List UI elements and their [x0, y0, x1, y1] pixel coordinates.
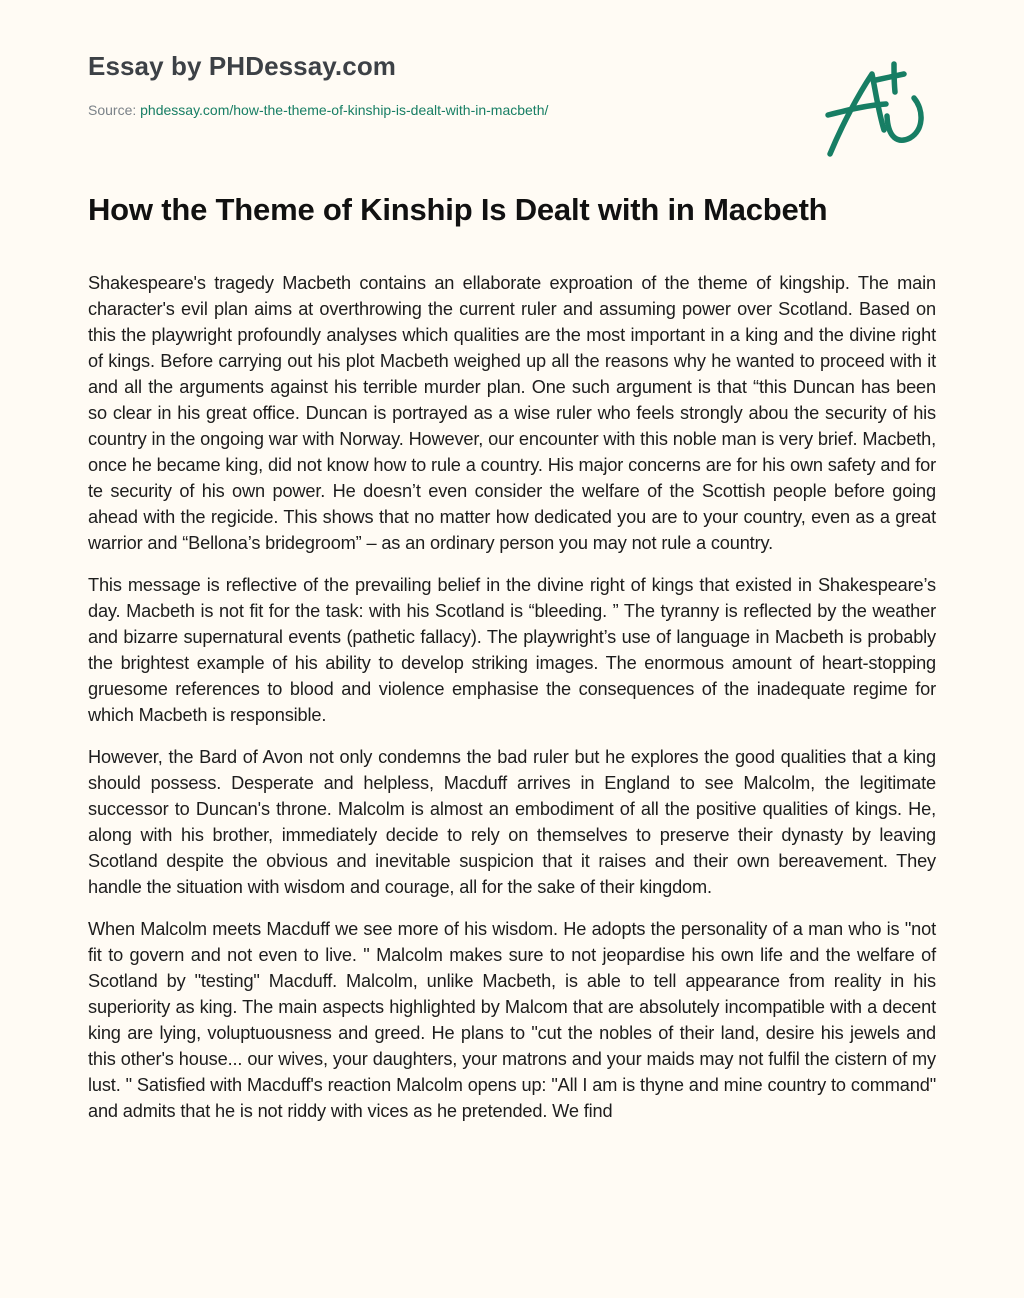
source-label: Source: [88, 102, 141, 118]
essay-title: How the Theme of Kinship Is Dealt with in Macbeth [88, 192, 828, 227]
site-brand: Essay by PHDessay.com [88, 51, 397, 81]
a-plus-grade-icon [820, 60, 930, 164]
site-header [88, 48, 549, 118]
essay-body [88, 270, 936, 1124]
content-fade-overlay [0, 1246, 1024, 1298]
essay-paragraph: However, the Bard of Avon not only condemns the bad ruler but he explores the good qualities that a king should possess. Desperate and helpless, Macduff arrives in England to see Malcolm, the legitimate successor to Duncan's throne. Malcolm is almost an embodiment of all the positive qualities of kings. He, along with his brother, immediately decide to rely on themselves to preserve their dynasty by leaving Scotland despite the obvious and inevitable suspicion that it raises and their own bereavement. They handle the situation with wisdom and courage, all for the sake of their kingdom. [88, 747, 936, 897]
essay-paragraph: This message is reflective of the prevailing belief in the divine right of kings that existed in Shakespeare’s day. Macbeth is not fit for the task: with his Scotland is “bleeding. ” The tyranny is reflected by the weather and bizarre supernatural events (pathetic fallacy). The playwright’s use of language in Macbeth is probably the brightest example of his ability to develop striking images. The enormous amount of heart-stopping gruesome references to blood and violence emphasise the consequences of the inadequate regime for which Macbeth is responsible. [88, 575, 936, 725]
essay-paragraph: When Malcolm meets Macduff we see more of his wisdom. He adopts the personality of a man who is "not fit to govern and not even to live. " Malcolm makes sure to not jeopardise his own life and the welfare of Scotland by "testing" Macduff. Malcolm, unlike Macbeth, is able to tell appearance from reality in his superiority as king. The main aspects highlighted by Malcom that are absolutely incompatible with a decent king are lying, voluptuousness and greed. He plans to "cut the nobles of their land, desire his jewels and this other's house... our wives, your daughters, your matrons and your maids may not fulfil the cistern of my lust. " Satisfied with Macduff's reaction Malcolm opens up: "All I am is thyne and mine country to command" and admits that he is not riddy with vices as he pretended. We find [88, 919, 936, 1121]
essay-paragraph: Shakespeare's tragedy Macbeth contains an ellaborate exproation of the theme of kingship. The main character's evil plan aims at overthrowing the current ruler and assuming power over Scotland. Based on this the playwright profoundly analyses which qualities are the most important in a king and the divine right of kings. Before carrying out his plot Macbeth weighed up all the reasons why he wanted to proceed with it and all the arguments against his terrible murder plan. One such argument is that “this Duncan has been so clear in his great office. Duncan is portrayed as a wise ruler who feels strongly abou the security of his country in the ongoing war with Norway. However, our encounter with this noble man is very brief. Macbeth, once he became king, did not know how to rule a country. His major concerns are for his own safety and for te security of his own power. He doesn’t even consider the welfare of the Scottish people before going ahead with the regicide. This shows that no matter how dedicated you are to your country, even as a great warrior and “Bellona’s bridegroom” – as an ordinary person you may not rule a country. [88, 273, 936, 553]
source-link[interactable]: phdessay.com/how-the-theme-of-kinship-is-dealt-with-in-macbeth/ [140, 102, 549, 118]
source-line [88, 101, 548, 119]
